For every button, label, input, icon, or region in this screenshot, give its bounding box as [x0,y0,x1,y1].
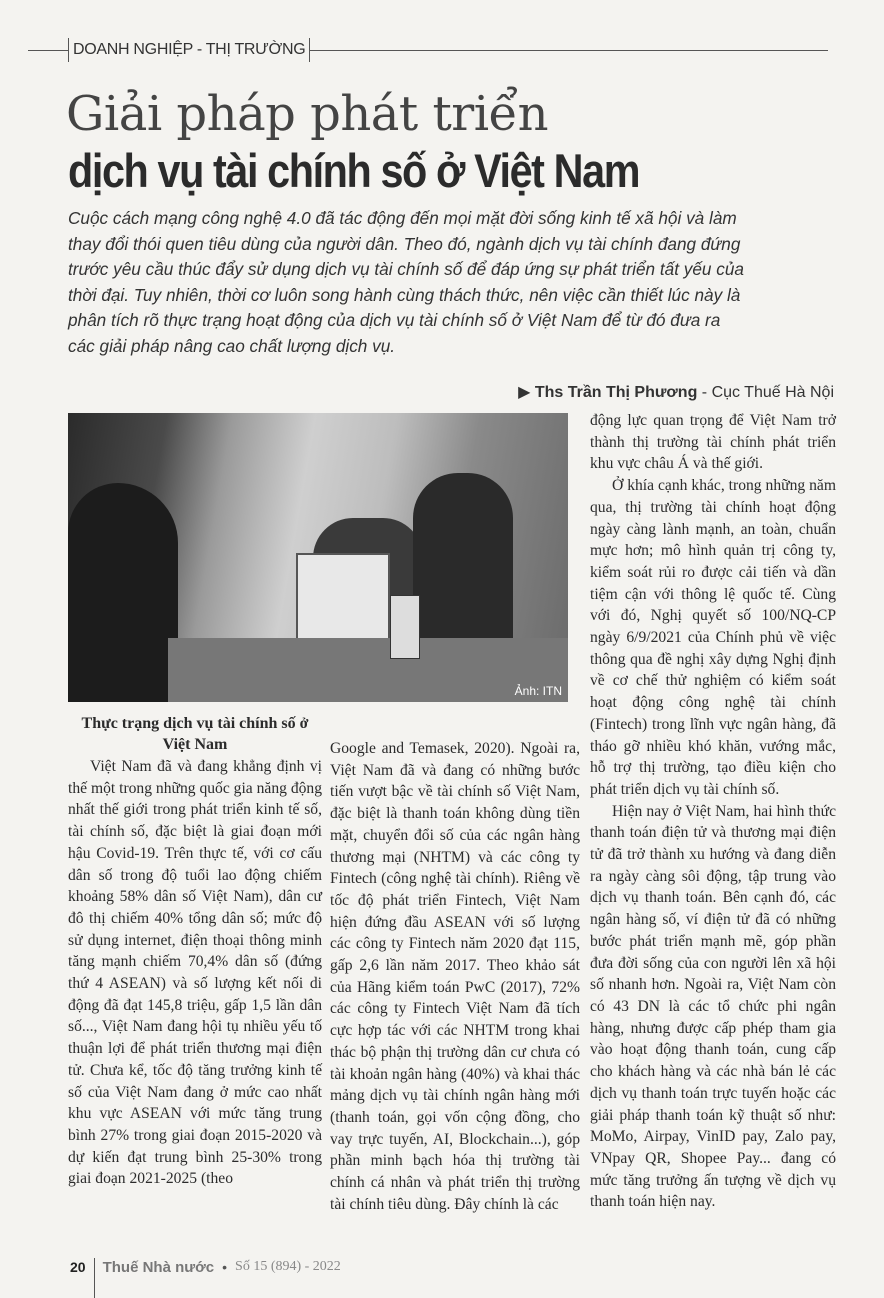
article-title-line2: dịch vụ tài chính số ở Việt Nam [68,144,640,197]
article-title-line1: Giải pháp phát triển [66,86,548,142]
paragraph: động lực quan trọng để Việt Nam trở thành thị trường tài chính phát triển khu vực châu Á và thế giới. [590,412,836,473]
page-footer [70,1236,341,1298]
photo-qr-stand [390,595,420,659]
bullet-icon: • [222,1259,228,1275]
author-affiliation: - Cục Thuế Hà Nội [697,384,834,401]
article-lead: Cuộc cách mạng công nghệ 4.0 đã tác động đến mọi mặt đời sống kinh tế xã hội và làm thay đổi thói quen tiêu dùng của người dân. Theo đó, ngành dịch vụ tài chính đang đứng trước yêu cầu thúc đẩy sử dụng dịch vụ tài chính số để đáp ứng sự phát triển tất yếu của thời đại. Tuy nhiên, thời cơ luôn song hành cùng thách thức, nên việc cần thiết lúc này là phân tích rõ thực trạng hoạt động của dịch vụ tài chính số ở Việt Nam để từ đó đưa ra các giải pháp nâng cao chất lượng dịch vụ. [68,208,744,356]
author-name: Ths Trần Thị Phương [534,384,698,401]
article-photo [68,413,568,702]
footer-divider [94,1258,95,1298]
photo-shopping-bag [296,553,390,647]
section-label: DOANH NGHIỆP - THỊ TRƯỜNG [68,38,310,62]
photo-counter [168,638,568,702]
paragraph: Ở khía cạnh khác, trong những năm qua, thị trường tài chính hoạt động ngày càng lành mạnh, an toàn, chuẩn mực hơn; mô hình quản trị công ty, kiểm soát rủi ro được cải tiến và dần tiệm cận với thông lệ quốc tế. Cùng với đó, Nghị quyết số 100/NQ-CP ngày 6/9/2021 của Chính phủ về việc thông qua đề nghị xây dựng Nghị định về cơ chế thử nghiệm có kiểm soát hoạt động công nghệ tài chính (Fintech) trong lĩnh vực ngân hàng, đã tháo gỡ nhiều khó khăn, vướng mắc, hỗ trợ thị trường, tạo điều kiện cho phát triển dịch vụ tài chính số. [590,477,836,798]
magazine-name: Thuế Nhà nước [102,1258,215,1276]
text-column-2 [330,738,580,1215]
paragraph: Hiện nay ở Việt Nam, hai hình thức thanh toán điện tử và thương mại điện tử đã trở thành xu hướng và đang diễn ra ngày càng sôi động, tập trung vào dịch vụ thanh toán. Bên cạnh đó, các ngân hàng số, ví điện tử đã có những bước phát triển mạnh mẽ, góp phần đưa đời sống của con người lên xã hội số nhanh hơn. Ngoài ra, Việt Nam còn có 43 DN là các tổ chức phi ngân hàng, nhưng được cấp phép tham gia vào hoạt động thanh toán, cung cấp cho khách hàng và các nhà bán lẻ các dịch vụ thanh toán trực tuyến hoặc các giải pháp thanh toán kỹ thuật số như: MoMo, Airpay, VinID pay, Zalo pay, VNpay QR, Shopee Pay... đang có mức tăng trưởng ấn tượng về dịch vụ thanh toán hiện nay. [590,802,836,1211]
photo-person-left [68,483,178,702]
paragraph: Google and Temasek, 2020). Ngoài ra, Việt Nam đã và đang có những bước tiến vượt bậc về tài chính số Việt Nam, đặc biệt là thanh toán không dùng tiền mặt, chuyển đổi số của các ngân hàng thương mại (NHTM) và các công ty Fintech (công nghệ tài chính). Riêng về tốc độ phát triển Fintech, Việt Nam hiện đứng đầu ASEAN với số lượng các công ty Fintech năm 2020 đạt 115, gấp 2,6 lần năm 2017. Theo khảo sát của Hãng kiểm toán PwC (2017), 72% các công ty Fintech Việt Nam đã tích cực hợp tác với các NHTM trong khai thác bộ phận thị trường dân cư chưa có tài khoản ngân hàng (40%) và khai thác mảng dịch vụ tài chính ngân hàng mới (thanh toán, gọi vốn cộng đồng, cho vay trực tuyến, AI, Blockchain...), góp phần minh bạch hóa thị trường tài chính cá nhân và phát triển thị trường tài chính tiêu dùng. Đây chính là các [330,740,580,1213]
photo-caption: Ảnh: ITN [514,684,562,698]
text-column-3 [590,410,836,1213]
issue-number: Số 15 (894) - 2022 [235,1259,341,1274]
subheading: Thực trạng dịch vụ tài chính số ở Việt Nam [81,715,309,753]
byline [518,382,834,402]
text-column-1 [68,713,322,1190]
paragraph: Việt Nam đã và đang khẳng định vị thế một trong những quốc gia năng động nhất thế giới trong phát triển kinh tế số, tài chính số, đặc biệt là giai đoạn mới hậu Covid-19. Trên thực tế, với cơ cấu dân số trong độ tuổi lao động chiếm khoảng 58% dân số Việt Nam), dân cư đô thị chiếm 40% tổng dân số; mức độ sử dụng internet, điện thoại thông minh tăng mạnh chiếm 70,4% dân số (đứng thứ 4 ASEAN) và số lượng kết nối di động đã đạt 145,8 triệu, gấp 1,5 lần dân số..., Việt Nam đang hội tụ nhiều yếu tố thuận lợi để phát triển thương mại điện tử. Chưa kể, tốc độ tăng trưởng kinh tế số của Việt Nam đang ở mức cao nhất khu vực ASEAN với mức tăng trung bình 27% trong giai đoạn 2015-2020 và dự kiến đạt trung bình 25-30% trong giai đoạn 2021-2025 (theo [68,758,323,1188]
page-number: 20 [70,1259,86,1275]
arrow-icon: ▶ [518,384,531,401]
